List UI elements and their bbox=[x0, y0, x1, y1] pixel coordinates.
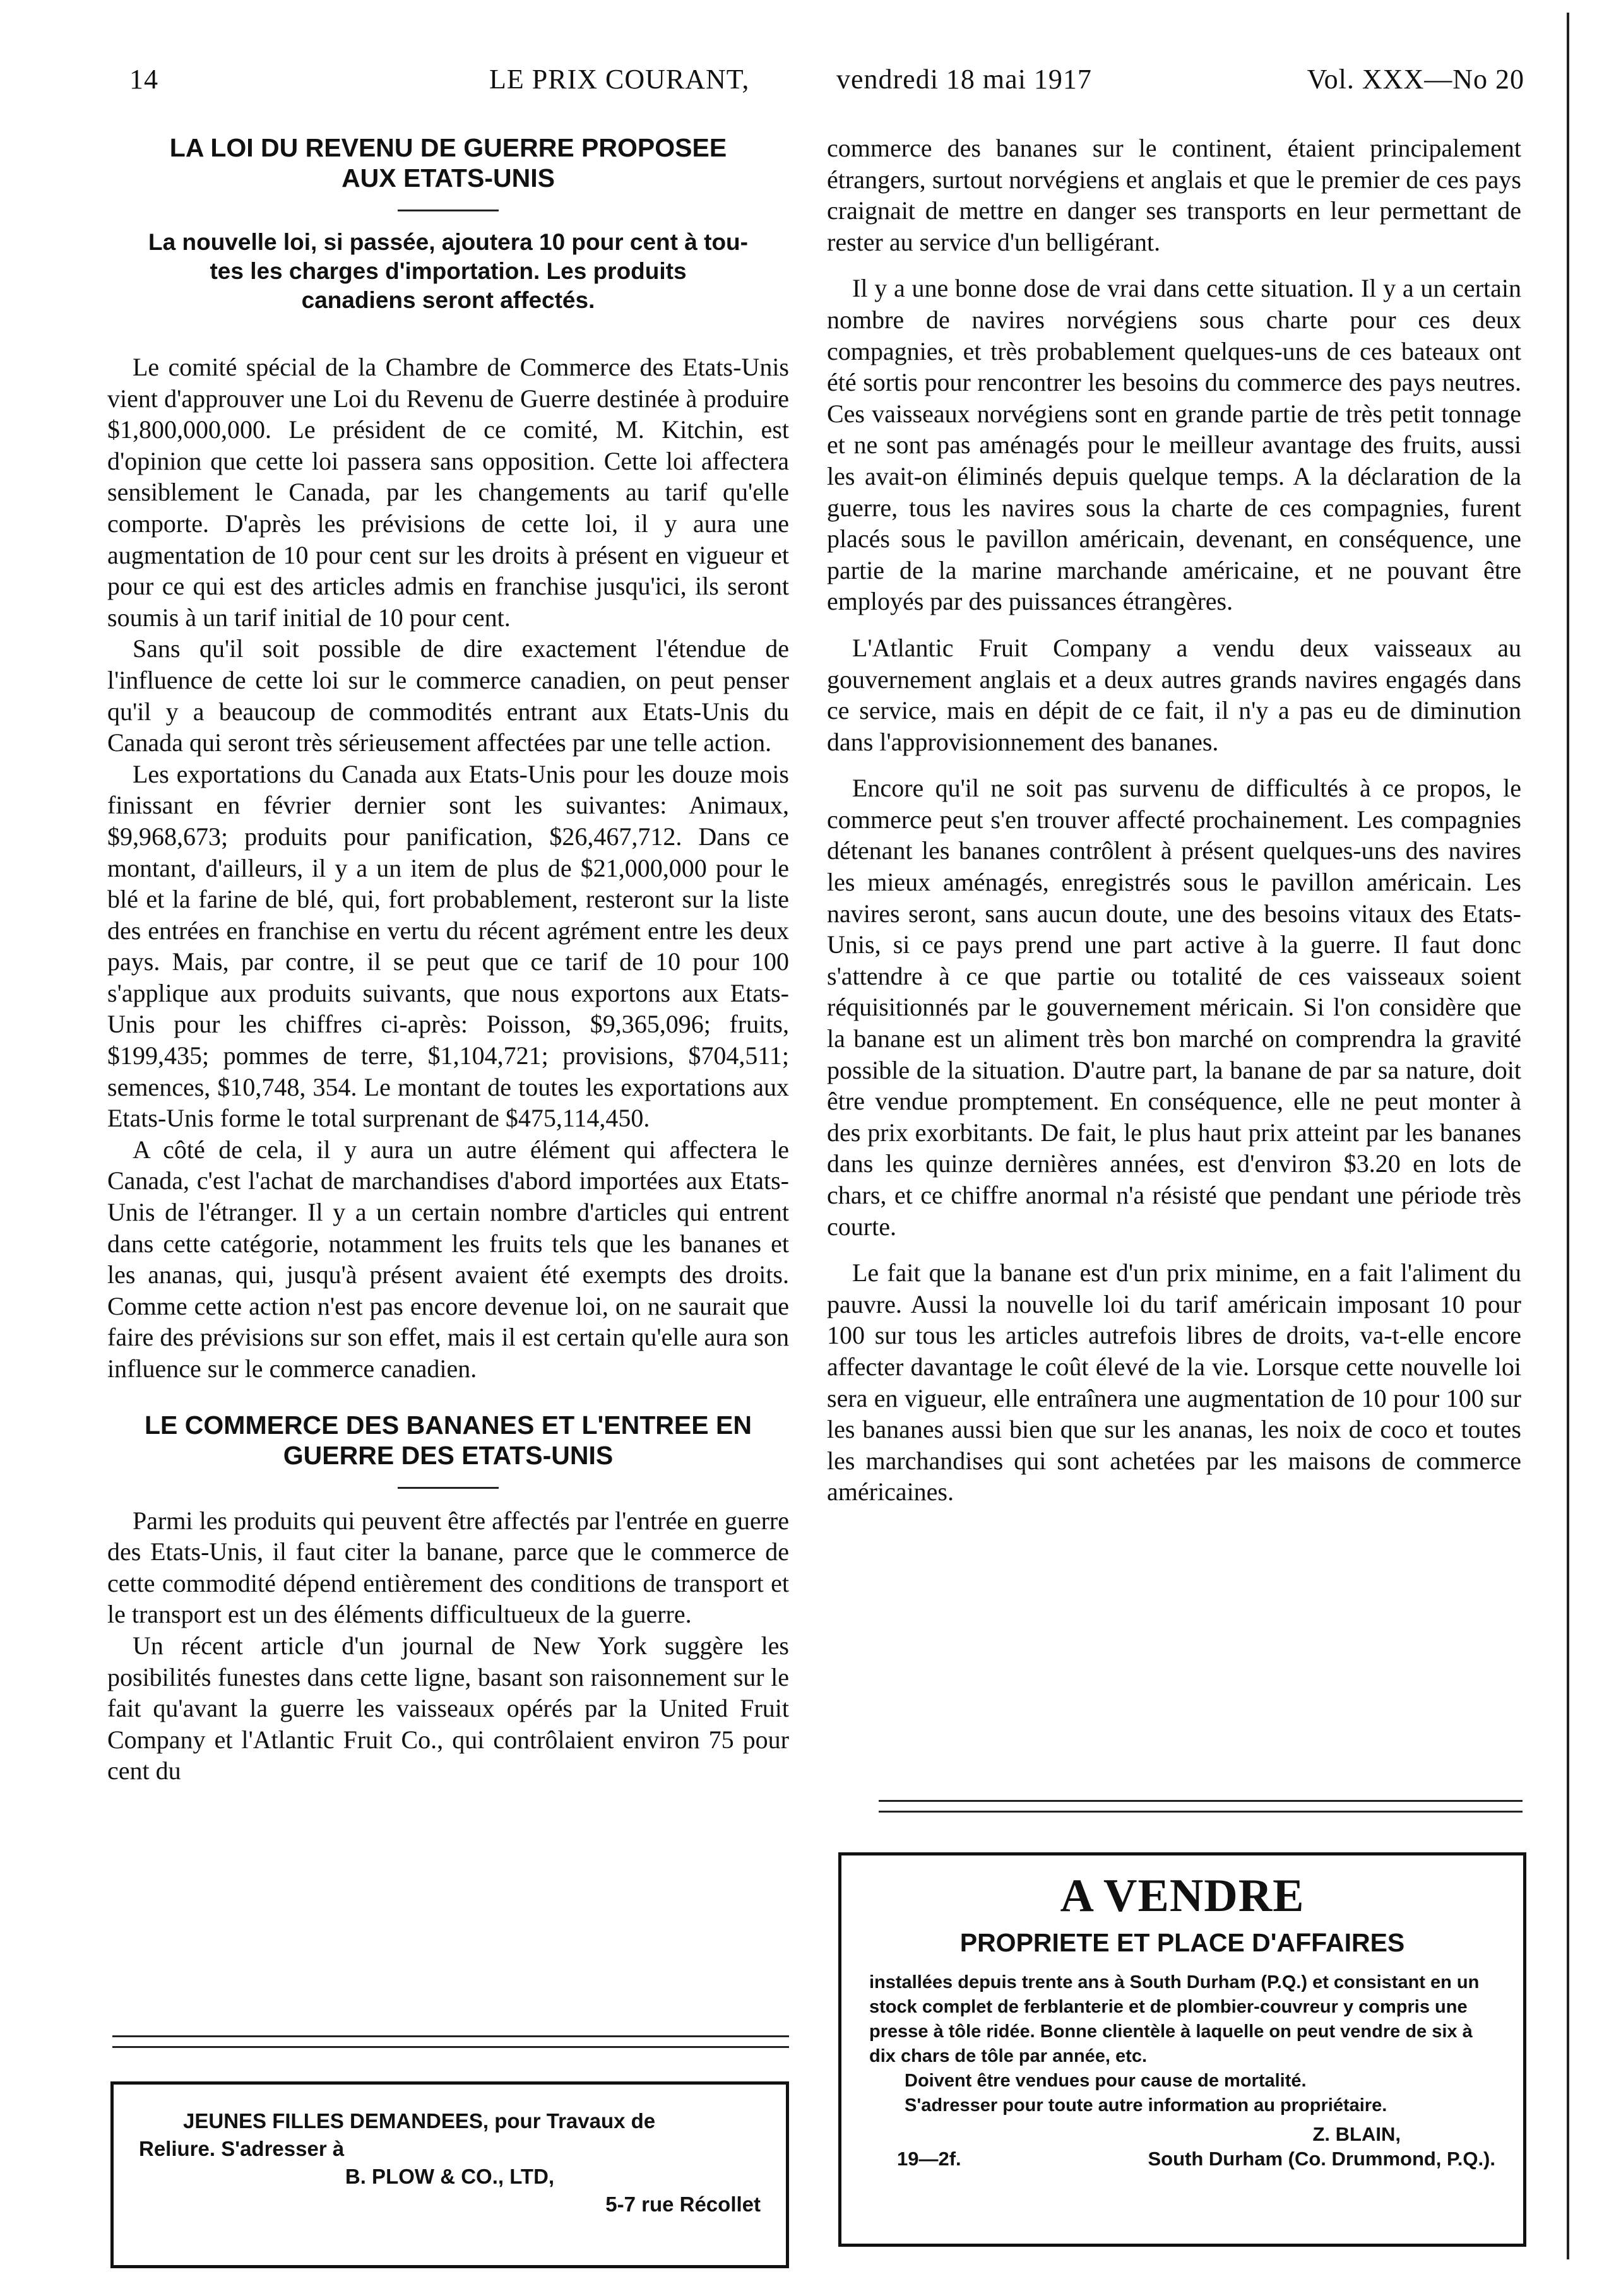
ad-reference: 19—2f. bbox=[897, 2148, 961, 2170]
article1-subhead bbox=[107, 228, 789, 315]
article1-subhead-line: La nouvelle loi, si passée, ajoutera 10 pour cent à tou- bbox=[148, 229, 748, 255]
ad-line: Reliure. S'adresser à bbox=[139, 2137, 345, 2160]
headline-divider bbox=[398, 1487, 499, 1489]
article2-paragraph: L'Atlantic Fruit Company a vendu deux vaisseaux au gouvernement anglais et a deux autres grands navires engagés dans ce service, mais en dépit de ce fait, il n'y a pas eu de diminution dans l'approvisionnement des bananes. bbox=[827, 633, 1521, 756]
article1-subhead-line: tes les charges d'importation. Les produits bbox=[210, 258, 687, 284]
for-sale-ad bbox=[838, 1852, 1526, 2247]
volume-number: Vol. XXX—No 20 bbox=[1307, 64, 1524, 95]
article2-paragraph: Le fait que la banane est d'un prix minime, en a fait l'aliment du pauvre. Aussi la nouvelle loi du tarif américain imposant 10 pour 100 sur tous les articles autrefois libres de droits, va-t-elle encore affecter davantage le coût élevé de la vie. Lorsque cette nouvelle loi sera en vigueur, elle entraînera une augmentation de 10 pour 100 sur les bananes aussi bien que sur les ananas, les noix de coco et toutes les marchandises qui sont achetées par les maisons de commerce américaines. bbox=[827, 1258, 1521, 1506]
issue-date: vendredi 18 mai 1917 bbox=[836, 64, 1092, 95]
ad-address: 5-7 rue Récollet bbox=[605, 2192, 761, 2216]
article1-subhead-line: canadiens seront affectés. bbox=[301, 287, 595, 313]
article1-paragraph: A côté de cela, il y aura un autre élément qui affectera le Canada, c'est l'achat de marchandises d'abord importées aux Etats-Unis de l'étranger. Il y a un certain nombre d'articles qui entrent dans cette catégorie, notamment les fruits tels que les bananes et les ananas, qui, jusqu'à présent avaient été exempts des droits. Comme cette action n'est pas encore devenue loi, on ne saurait que faire des prévisions sur son effet, mais il est certain qu'elle aura son influence sur le commerce canadien. bbox=[107, 1135, 789, 1383]
ad-footer bbox=[869, 2146, 1495, 2174]
for-sale-body bbox=[869, 1970, 1495, 2118]
ad-line: JEUNES FILLES DEMANDEES, pour Travaux de bbox=[183, 2109, 656, 2133]
ad-address: South Durham (Co. Drummond, P.Q.). bbox=[1148, 2148, 1495, 2170]
article1-headline-line: LA LOI DU REVENU DE GUERRE PROPOSEE bbox=[169, 133, 727, 162]
article2-headline-line: GUERRE DES ETATS-UNIS bbox=[283, 1440, 614, 1470]
help-wanted-ad bbox=[110, 2081, 789, 2268]
article2-paragraph: Il y a une bonne dose de vrai dans cette situation. Il y a un certain nombre de navires norvégiens sous charte pour ces deux compagnies, et très probablement quelques-uns de ces bateaux ont été sortis pour rencontrer les besoins du commerce des pays neutres. Ces vaisseaux norvégiens sont en grande partie de très petit tonnage et ne sont pas aménagés pour le meilleur avantage des fruits, aussi les avait-on éliminés depuis quelque temps. A la déclaration de la guerre, tous les navires sous la charte de ces compagnies, furent placés sous le pavillon américain, devenant, en conséquence, une partie de la marine marchande américaine, et ne pouvant être employés par des puissances étrangères. bbox=[827, 274, 1521, 616]
ad-body-text: installées depuis trente ans à South Durham (P.Q.) et consistant en un stock complet de ferblanterie et de plombier-couvreur y compris une presse à tôle ridée. Bonne clientèle à laquelle on peut vendre de six à dix chars de tôle par année, etc. bbox=[869, 1972, 1480, 2066]
article2-paragraph: Un récent article d'un journal de New York suggère les posibilités funestes dans cette ligne, basant son raisonnement sur le fait qu'avant la guerre les vaisseaux opérés par la United Fruit Company et l'Atlantic Fruit Co., qui contrôlaient environ 75 pour cent du bbox=[107, 1631, 789, 1785]
left-column bbox=[107, 133, 789, 1787]
for-sale-title: A VENDRE bbox=[1060, 1870, 1305, 1922]
article2-headline bbox=[107, 1410, 789, 1471]
article2-headline-line: LE COMMERCE DES BANANES ET L'ENTREE EN bbox=[145, 1410, 752, 1440]
left-column-end-rule bbox=[112, 2035, 789, 2048]
article1-headline bbox=[107, 133, 789, 193]
publication-title: LE PRIX COURANT, bbox=[489, 64, 750, 95]
right-column-end-rule bbox=[879, 1800, 1523, 1813]
article1-paragraph: Les exportations du Canada aux Etats-Unis pour les douze mois finissant en février dernier sont les suivantes: Animaux, $9,968,673; produits pour panification, $26,467,712. Dans ce montant, d'ailleurs, il y a un item de plus de $21,000,000 pour le blé et la farine de blé, qui, fort probablement, resteront sur la liste des entrées en franchise en vertu du récent agrément entre les deux pays. Mais, par contre, il se peut que ce tarif de 10 pour 100 s'applique aux produits suivants, que nous exportons aux Etats-Unis pour les chiffres ci-après: Poisson, $9,365,096; fruits, $199,435; pommes de terre, $1,104,721; provisions, $704,511; semences, $10,748, 354. Le montant de toutes les exportations aux Etats-Unis forme le total surprenant de $475,114,450. bbox=[107, 759, 789, 1133]
ad-signature: Z. BLAIN, bbox=[1312, 2123, 1401, 2145]
article1-paragraph: Sans qu'il soit possible de dire exactement l'étendue de l'influence de cette loi sur le commerce canadien, on peut penser qu'il y a beaucoup de commodités entrant aux Etats-Unis du Canada qui seront très sérieusement affectées par une telle action. bbox=[107, 634, 789, 757]
right-column bbox=[827, 133, 1521, 1508]
ad-body-text: Doivent être vendues pour cause de mortalité. bbox=[905, 2071, 1307, 2091]
running-header bbox=[129, 63, 1524, 107]
article1-headline-line: AUX ETATS-UNIS bbox=[341, 163, 555, 192]
article2-paragraph: Encore qu'il ne soit pas survenu de difficultés à ce propos, le commerce peut s'en trouver affecté prochainement. Les compagnies détenant les bananes contrôlent à présent quelques-uns des navires les mieux aménagés, enregistrés sous le pavillon américain. Les navires seront, sans aucun doute, une des besoins vitaux des Etats-Unis, si ce pays prend une part active à la guerre. Il faut donc s'attendre à ce que partie ou totalité de ces vaisseaux soient réquisitionnés par le gouvernement méricain. Si l'on considère que la banane est un aliment très bon marché on comprendra la gravité possible de la situation. D'autre part, la banane de par sa nature, doit être vendue promptement. En conséquence, elle ne peut monter à des prix exorbitants. De fait, le plus haut prix atteint par les bananes dans les quinze dernières années, est d'environ $3.20 en lots de chars, et ce chiffre anormal n'a résisté que pendant une période très courte. bbox=[827, 774, 1521, 1241]
article2-paragraph: commerce des bananes sur le continent, étaient principalement étrangers, surtout norvégiens et anglais et que le premier de ces pays craignait de mettre en danger ses transports en leur permettant de rester au service d'un belligérant. bbox=[827, 134, 1521, 256]
ad-company: B. PLOW & CO., LTD, bbox=[345, 2165, 555, 2188]
article1-paragraph: Le comité spécial de la Chambre de Commerce des Etats-Unis vient d'approuver une Loi du Revenu de Guerre destinée à produire $1,800,000,000. Le président de ce comité, M. Kitchin, est d'opinion que cette loi passera sans opposition. Cette loi affectera sensiblement le Canada, par les changements au tarif qu'elle comporte. D'après les prévisions de cette loi, il y aura une augmentation de 10 pour cent sur les droits à présent en vigueur et pour ce qui est des articles admis en franchise jusqu'ici, ils seront soumis à un tarif initial de 10 pour cent. bbox=[107, 353, 789, 632]
ad-body-text: S'adresser pour toute autre information au propriétaire. bbox=[905, 2095, 1387, 2116]
for-sale-subtitle: PROPRIETE ET PLACE D'AFFAIRES bbox=[959, 1928, 1405, 1957]
page-edge-rule bbox=[1567, 13, 1569, 2259]
headline-divider bbox=[398, 210, 499, 211]
page-number: 14 bbox=[129, 64, 158, 95]
article2-paragraph: Parmi les produits qui peuvent être affectés par l'entrée en guerre des Etats-Unis, il faut citer la banane, parce que le commerce de cette commodité dépend entièrement des conditions de transport et le transport est un des éléments difficultueux de la guerre. bbox=[107, 1506, 789, 1629]
